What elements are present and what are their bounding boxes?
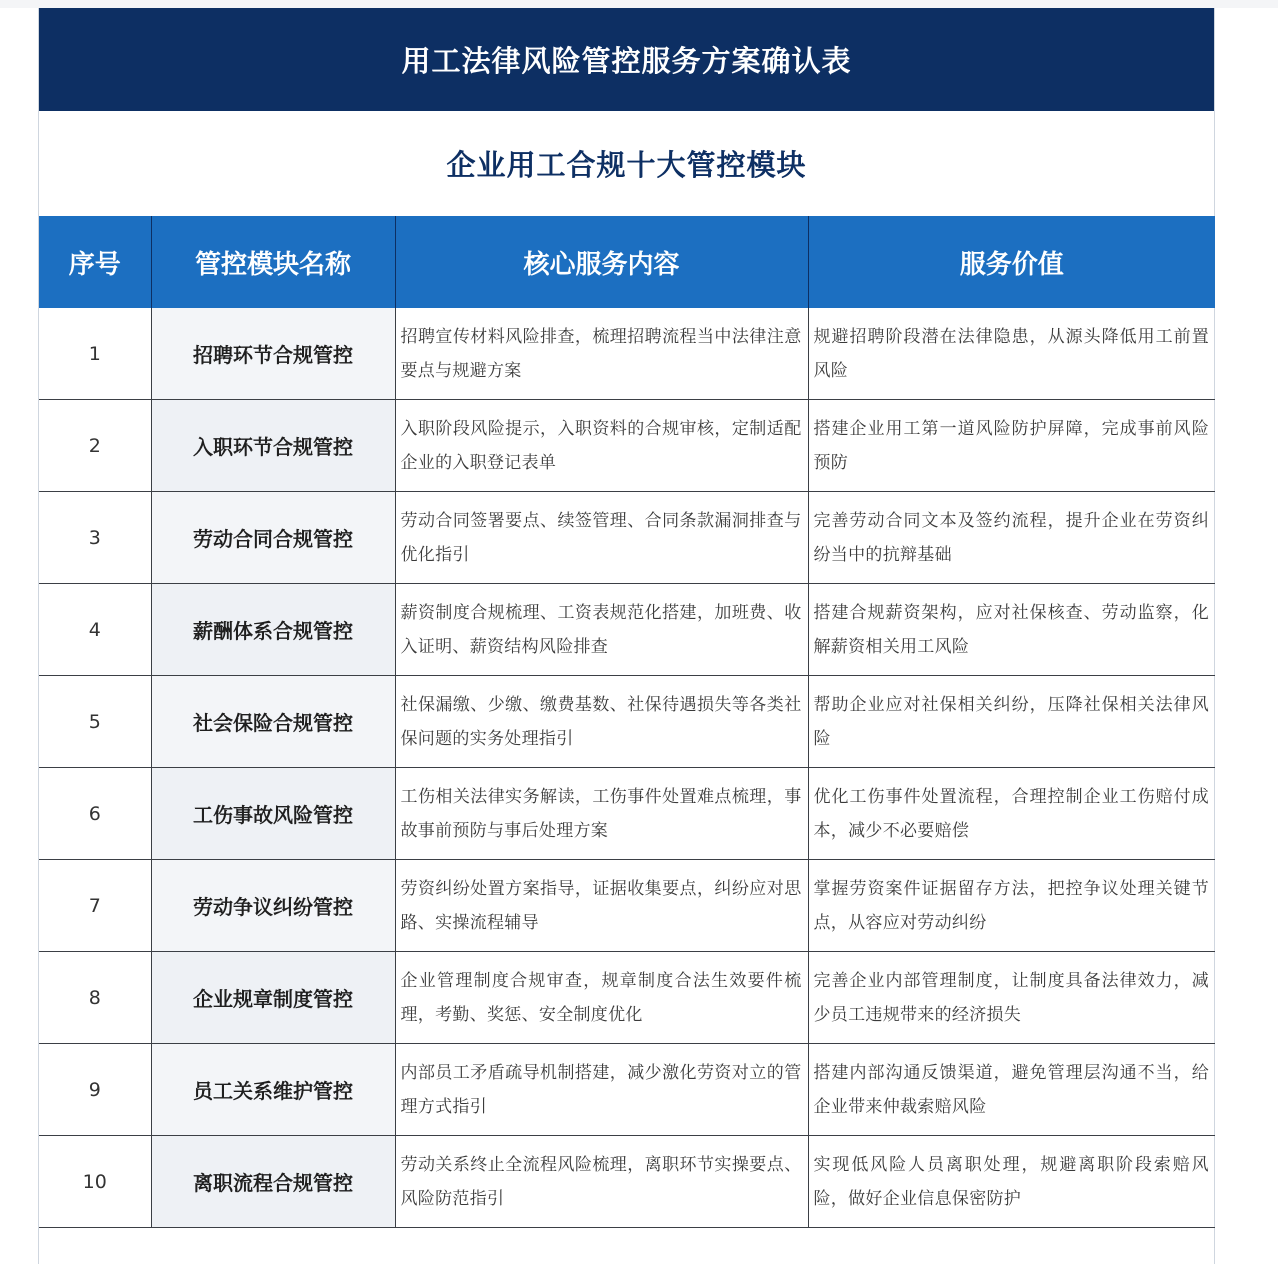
core-content: 工伤相关法律实务解读，工伤事件处置难点梳理，事故事前预防与事后处理方案 bbox=[395, 768, 808, 860]
core-content: 招聘宣传材料风险排查，梳理招聘流程当中法律注意要点与规避方案 bbox=[395, 308, 808, 400]
table-row bbox=[39, 860, 1215, 952]
table-row bbox=[39, 400, 1215, 492]
row-number: 7 bbox=[39, 860, 151, 952]
module-name: 社会保险合规管控 bbox=[151, 676, 395, 768]
service-value: 实现低风险人员离职处理，规避离职阶段索赔风险，做好企业信息保密防护 bbox=[808, 1136, 1215, 1228]
table-row bbox=[39, 492, 1215, 584]
table-row bbox=[39, 676, 1215, 768]
service-value: 搭建企业用工第一道风险防护屏障，完成事前风险预防 bbox=[808, 400, 1215, 492]
module-name: 离职流程合规管控 bbox=[151, 1136, 395, 1228]
module-name: 入职环节合规管控 bbox=[151, 400, 395, 492]
core-content: 劳资纠纷处置方案指导，证据收集要点，纠纷应对思路、实操流程辅导 bbox=[395, 860, 808, 952]
table-row bbox=[39, 768, 1215, 860]
service-value: 优化工伤事件处置流程，合理控制企业工伤赔付成本，减少不必要赔偿 bbox=[808, 768, 1215, 860]
service-value: 完善企业内部管理制度，让制度具备法律效力，减少员工违规带来的经济损失 bbox=[808, 952, 1215, 1044]
module-name: 招聘环节合规管控 bbox=[151, 308, 395, 400]
service-value: 完善劳动合同文本及签约流程，提升企业在劳资纠纷当中的抗辩基础 bbox=[808, 492, 1215, 584]
table-row bbox=[39, 584, 1215, 676]
row-number: 9 bbox=[39, 1044, 151, 1136]
header-module-name: 管控模块名称 bbox=[151, 216, 395, 308]
service-value: 搭建合规薪资架构，应对社保核查、劳动监察，化解薪资相关用工风险 bbox=[808, 584, 1215, 676]
core-content: 劳动关系终止全流程风险梳理，离职环节实操要点、风险防范指引 bbox=[395, 1136, 808, 1228]
row-number: 5 bbox=[39, 676, 151, 768]
core-content: 劳动合同签署要点、续签管理、合同条款漏洞排查与优化指引 bbox=[395, 492, 808, 584]
service-value: 搭建内部沟通反馈渠道，避免管理层沟通不当，给企业带来仲裁索赔风险 bbox=[808, 1044, 1215, 1136]
top-strip bbox=[0, 0, 1278, 8]
module-name: 劳动合同合规管控 bbox=[151, 492, 395, 584]
header-core-content: 核心服务内容 bbox=[395, 216, 808, 308]
core-content: 薪资制度合规梳理、工资表规范化搭建，加班费、收入证明、薪资结构风险排查 bbox=[395, 584, 808, 676]
row-number: 8 bbox=[39, 952, 151, 1044]
row-number: 10 bbox=[39, 1136, 151, 1228]
header-no: 序号 bbox=[39, 216, 151, 308]
row-number: 1 bbox=[39, 308, 151, 400]
document-title: 用工法律风险管控服务方案确认表 bbox=[39, 8, 1214, 111]
module-name: 企业规章制度管控 bbox=[151, 952, 395, 1044]
table-header-row bbox=[39, 216, 1215, 308]
service-value: 帮助企业应对社保相关纠纷，压降社保相关法律风险 bbox=[808, 676, 1215, 768]
row-number: 2 bbox=[39, 400, 151, 492]
core-content: 企业管理制度合规审查，规章制度合法生效要件梳理，考勤、奖惩、安全制度优化 bbox=[395, 952, 808, 1044]
row-number: 3 bbox=[39, 492, 151, 584]
module-name: 员工关系维护管控 bbox=[151, 1044, 395, 1136]
table-row bbox=[39, 308, 1215, 400]
row-number: 6 bbox=[39, 768, 151, 860]
module-name: 劳动争议纠纷管控 bbox=[151, 860, 395, 952]
module-name: 工伤事故风险管控 bbox=[151, 768, 395, 860]
service-value: 掌握劳资案件证据留存方法，把控争议处理关键节点，从容应对劳动纠纷 bbox=[808, 860, 1215, 952]
table-row bbox=[39, 1044, 1215, 1136]
document bbox=[38, 8, 1215, 1264]
module-name: 薪酬体系合规管控 bbox=[151, 584, 395, 676]
table-row bbox=[39, 1136, 1215, 1228]
header-service-value: 服务价值 bbox=[808, 216, 1215, 308]
control-modules-table bbox=[39, 216, 1215, 1228]
core-content: 入职阶段风险提示，入职资料的合规审核，定制适配企业的入职登记表单 bbox=[395, 400, 808, 492]
section-subtitle: 企业用工合规十大管控模块 bbox=[446, 148, 807, 182]
service-value: 规避招聘阶段潜在法律隐患，从源头降低用工前置风险 bbox=[808, 308, 1215, 400]
row-number: 4 bbox=[39, 584, 151, 676]
core-content: 内部员工矛盾疏导机制搭建，减少激化劳资对立的管理方式指引 bbox=[395, 1044, 808, 1136]
core-content: 社保漏缴、少缴、缴费基数、社保待遇损失等各类社保问题的实务处理指引 bbox=[395, 676, 808, 768]
table-row bbox=[39, 952, 1215, 1044]
